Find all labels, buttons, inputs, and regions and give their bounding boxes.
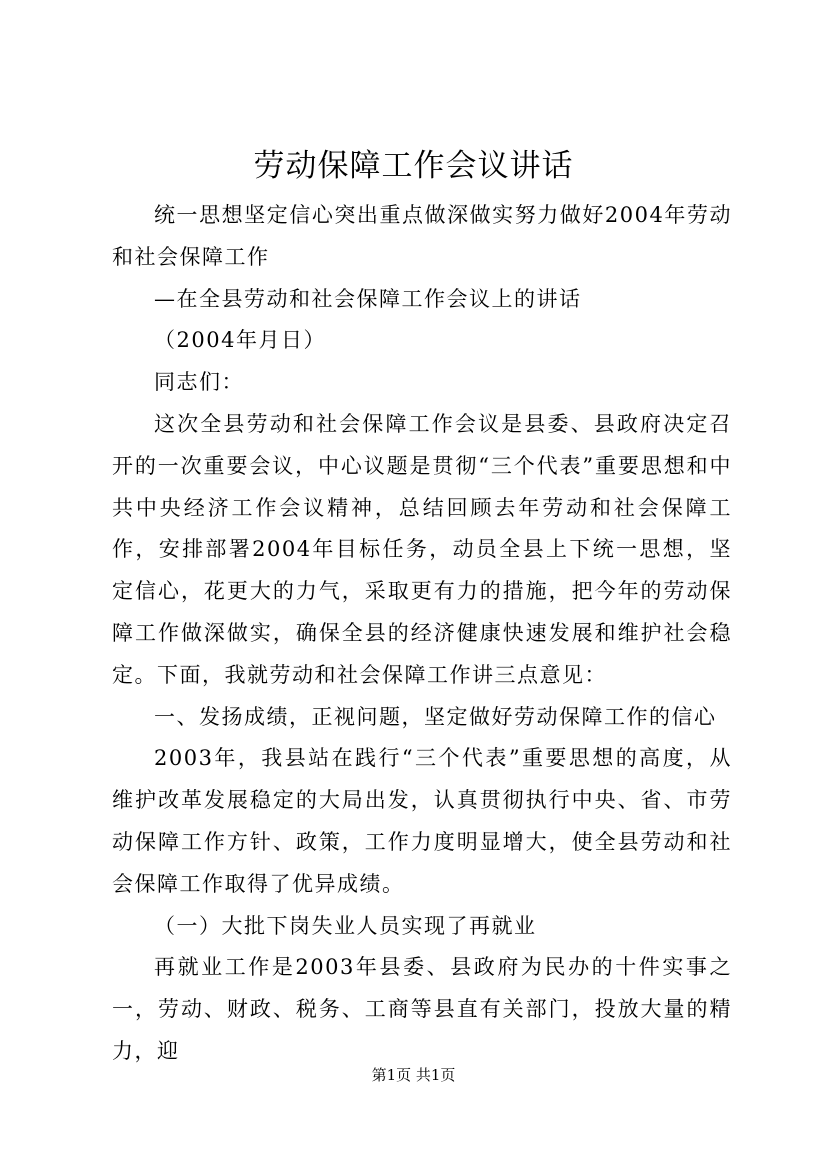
body-paragraph: 这次全县劳动和社会保障工作会议是县委、县政府决定召开的一次重要会议，中心议题是贯彻“三个代表”重要思想和中共中央经济工作会议精神，总结回顾去年劳动和社会保障工作，安排部署2004年目标任务，动员全县上下统一思想，坚定信心，花更大的力气，采取更有力的措施，把今年的劳动保障工作做深做实，确保全县的经济健康快速发展和维护社会稳定。下面，我就劳动和社会保障工作讲三点意见：: [112, 411, 732, 687]
body-paragraph: 2003年，我县站在践行“三个代表”重要思想的高度，从维护改革发展稳定的大局出发，认真贯彻执行中央、省、市劳动保障工作方针、政策，工作力度明显增大，使全县劳动和社会保障工作取得了优异成绩。: [112, 746, 732, 896]
salutation: 同志们：: [154, 370, 244, 395]
document-title: 劳动保障工作会议讲话: [253, 148, 574, 184]
body-paragraph: 再就业工作是2003年县委、县政府为民办的十件实事之一，劳动、财政、税务、工商等县直有关部门，投放大量的精力，迎: [112, 955, 732, 1063]
subsection-heading: （一）大批下岗失业人员实现了再就业: [154, 913, 537, 938]
subtitle-paragraph: 统一思想坚定信心突出重点做深做实努力做好2004年劳动和社会保障工作: [112, 203, 732, 269]
date-line: （2004年月日）: [154, 328, 326, 353]
speech-occasion-line: —在全县劳动和社会保障工作会议上的讲话: [154, 286, 582, 311]
document-body: [112, 195, 732, 1073]
section-heading: 一、发扬成绩，正视问题，坚定做好劳动保障工作的信心: [154, 704, 717, 729]
page-footer: 第1页 共1页: [371, 1066, 456, 1084]
